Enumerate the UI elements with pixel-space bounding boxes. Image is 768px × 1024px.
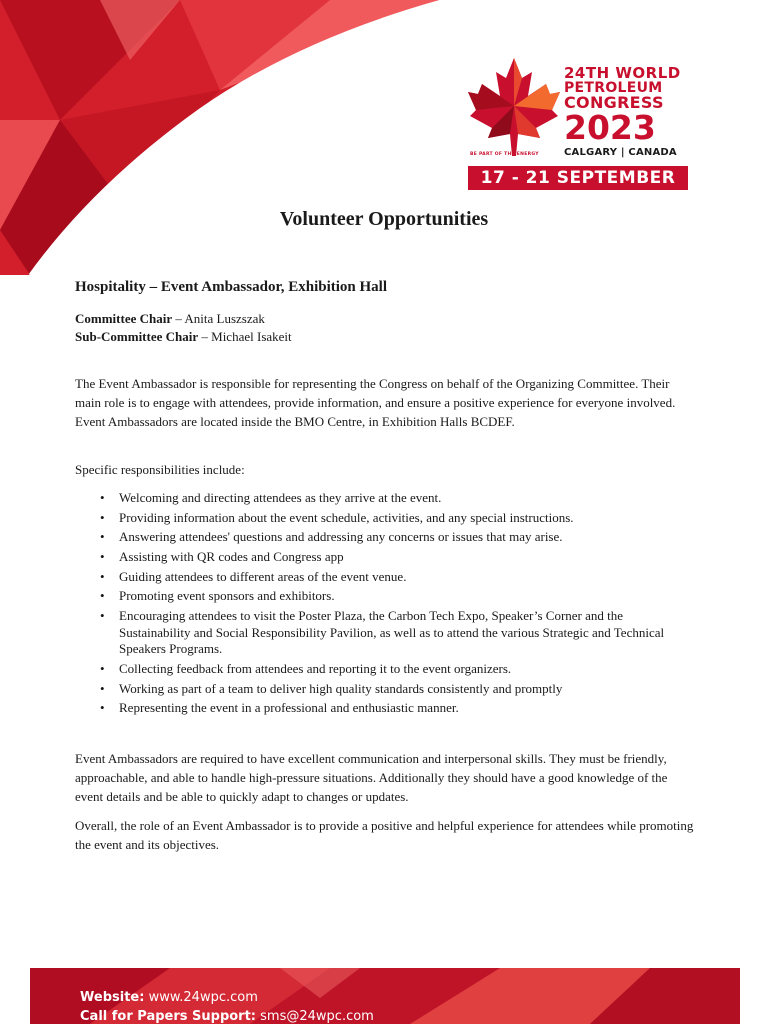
logo-year: 2023	[564, 108, 656, 147]
list-item: • Providing information about the event schedule, activities, and any special instructions.	[100, 509, 574, 525]
sub-committee-chair	[75, 329, 292, 345]
sub-committee-chair-separator: –	[198, 329, 212, 344]
footer-website-label: Website:	[80, 990, 145, 1005]
bullet-icon: •	[100, 588, 105, 604]
logo-line-edition: 24TH WORLD	[564, 64, 681, 82]
responsibilities-list	[75, 490, 695, 720]
sub-committee-chair-name: Michael Isakeit	[211, 329, 292, 344]
list-item: • Promoting event sponsors and exhibitors.	[100, 588, 335, 604]
corner-decoration	[0, 0, 450, 280]
bullet-icon: •	[100, 700, 105, 716]
footer-website	[80, 990, 258, 1005]
committee-chair-separator: –	[172, 311, 185, 326]
committee-chair-name: Anita Luszszak	[184, 311, 265, 326]
list-item: • Representing the event in a professional and enthusiastic manner.	[100, 700, 459, 716]
sub-committee-chair-label: Sub-Committee Chair	[75, 329, 199, 344]
congress-logo	[466, 56, 692, 192]
skills-paragraph: Event Ambassadors are required to have excellent communication and interpersonal skills. They must be friendly, approachable, and able to handle high-pressure situations. Additionally they should have a good knowledge of the event details and be able to quickly adapt to changes or updates.	[75, 751, 668, 804]
footer-support-label: Call for Papers Support:	[80, 1009, 257, 1024]
logo-location: CALGARY | CANADA	[564, 146, 677, 158]
bullet-icon: •	[100, 490, 105, 505]
bullet-icon: •	[100, 549, 105, 565]
page-title: Volunteer Opportunities	[279, 208, 489, 230]
list-item: • Working as part of a team to deliver high quality standards consistently and promptly	[100, 680, 563, 696]
list-item: • Assisting with QR codes and Congress app	[100, 549, 344, 565]
maple-leaf-icon	[466, 56, 562, 156]
support-email-link[interactable]: sms@24wpc.com	[260, 1009, 374, 1024]
list-item: • Welcoming and directing attendees as they arrive at the event.	[100, 490, 442, 505]
logo-line-congress: CONGRESS	[564, 93, 664, 112]
role-title: Hospitality – Event Ambassador, Exhibition Hall	[75, 279, 388, 295]
bullet-icon: •	[100, 660, 105, 676]
bullet-icon: •	[100, 529, 105, 545]
bullet-icon: •	[100, 680, 105, 696]
event-dates: 17 - 21 SEPTEMBER	[468, 166, 688, 190]
footer-band	[30, 968, 740, 1024]
logo-tagline: BE PART OF THE ENERGY	[470, 152, 539, 157]
list-item: • Encouraging attendees to visit the Poster Plaza, the Carbon Tech Expo, Speaker’s Corner and the Sustainability and Social Responsibility Pavilion, as well as to attend the various Strategic and Technical Speakers Programs.	[100, 608, 665, 657]
intro-paragraph: The Event Ambassador is responsible for representing the Congress on behalf of the Organizing Committee. Their main role is to engage with attendees, provide information, and ensure a positive experience for everyone involved. Event Ambassadors are located inside the BMO Centre, in Exhibition Halls BCDEF.	[75, 376, 676, 429]
bullet-icon: •	[100, 608, 105, 624]
committee-chair-label: Committee Chair	[75, 311, 173, 326]
list-item: • Answering attendees' questions and addressing any concerns or issues that may arise.	[100, 529, 563, 545]
list-item: • Guiding attendees to different areas of the event venue.	[100, 568, 407, 584]
bullet-icon: •	[100, 568, 105, 584]
committee-chair	[75, 311, 265, 327]
bullet-icon: •	[100, 509, 105, 525]
logo-line-petroleum: PETROLEUM	[564, 80, 663, 96]
list-item: • Collecting feedback from attendees and reporting it to the event organizers.	[100, 660, 512, 676]
footer-support	[80, 1009, 374, 1024]
overall-paragraph: Overall, the role of an Event Ambassador is to provide a positive and helpful experience for attendees while promoting the event and its objectives.	[75, 818, 694, 852]
website-link[interactable]: www.24wpc.com	[148, 990, 258, 1005]
responsibilities-heading: Specific responsibilities include:	[75, 462, 245, 477]
